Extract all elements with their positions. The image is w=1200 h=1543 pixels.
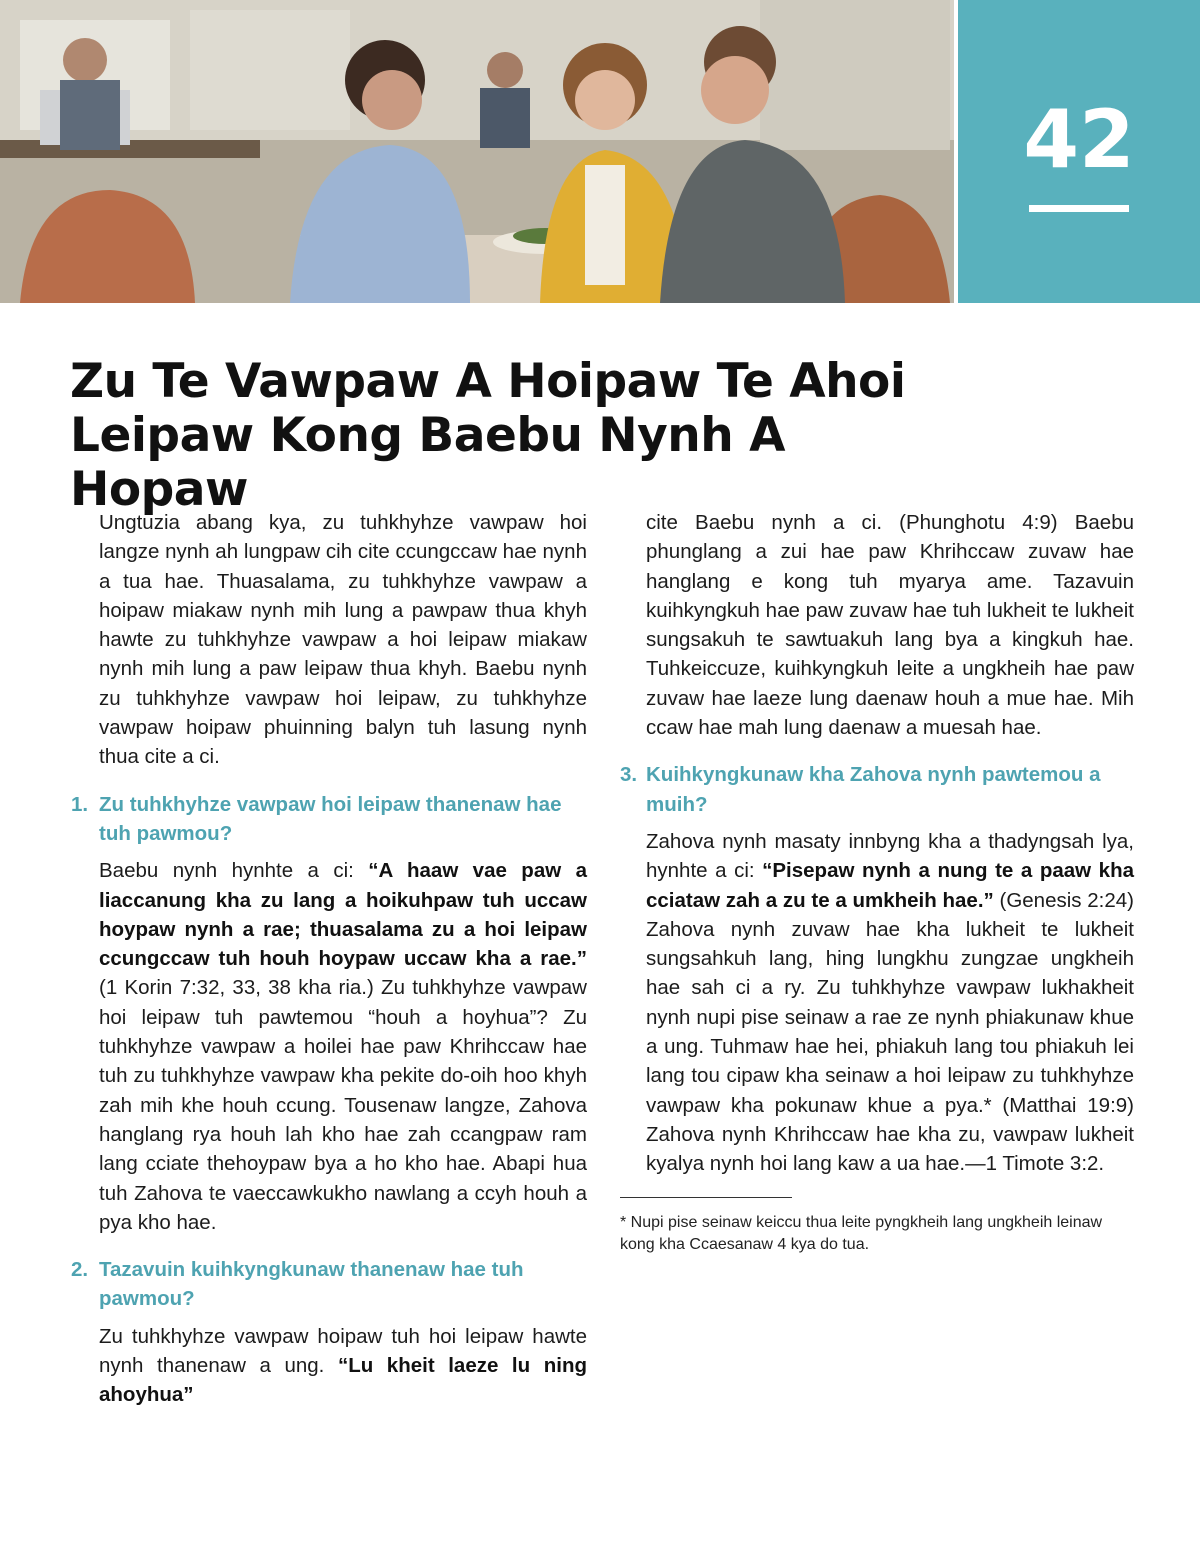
title-line-1: Zu Te Vawpaw A Hoipaw Te Ahoi	[70, 354, 906, 409]
section-2-text-before: Zu tuhkhyhze vawpaw hoipaw tuh hoi leipaw hawte nynh thanenaw a ung.	[99, 1324, 587, 1378]
right-column	[620, 508, 1134, 1256]
section-1-scripture-quote: “A haaw vae paw a liaccanung kha zu lang a hoikuhpaw tuh uccaw hoypaw nynh a rae; thuasalama zu a hoi leipaw ccungccaw tuh houh hoypaw uccaw kha a rae.”	[99, 859, 587, 971]
title-line-2: Leipaw Kong Baebu Nynh A Hopaw	[70, 408, 785, 517]
section-1-number: 1.	[71, 792, 89, 816]
header-photo	[0, 0, 954, 303]
section-3-scripture-quote: “Pisepaw nynh a nung te a paaw kha cciataw zah a zu te a umkheih hae.”	[646, 859, 1134, 912]
section-2-question	[71, 1255, 587, 1314]
section-1-question-text: Zu tuhkhyhze vawpaw hoi leipaw thanenaw hae tuh pawmou?	[99, 792, 562, 845]
section-2-question-text: Tazavuin kuihkyngkunaw thanenaw hae tuh pawmou?	[99, 1258, 524, 1311]
page-title	[70, 355, 970, 517]
section-3-text-after: (Genesis 2:24) Zahova nynh zuvaw hae kha lukheit te lukheit sungsahkuh lang, hing lungkhu zungzae ungkheih hae sah ci a ry. Zu tuhkhyhze vawpaw lukhakheit nynh nupi pise seinaw a rae ze nynh phiakunaw khue a ung. Tuhmaw hae hei, phiakuh lang tou phiakuh lei lang tou cipaw kha seinaw a hoi leipaw zu tuhkhyhze vawpaw kha pokunaw khue a pya.* (Matthai 19:9) Zahova nynh Khrihccaw hae kha zu, vawpaw lukheit kyalya nynh hoi lang kaw a ua hae.—1 Timote 3:2.	[646, 888, 1134, 1176]
section-2-paragraph-continued: cite Baebu nynh a ci. (Phunghotu 4:9) Baebu phunglang a zui hae paw Khrihccaw zuvaw hae hanglang e kong tuh myarya ame. Tazavuin kuihkyngkuh hae paw zuvaw hae tuh lukheit te lukheit sungsakuh te sawtuakuh lang bya a kingkuh hae. Tuhkeiccuze, kuihkyngkuh leite a ungkheih hae paw zuvaw hae laeze lung daenaw houh a mue hae. Mih ccaw hae mah lung daenaw a muesah hae.	[646, 511, 1134, 740]
chapter-number-block	[958, 0, 1200, 303]
intro-paragraph: Ungtuzia abang kya, zu tuhkhyhze vawpaw hoi langze nynh ah lungpaw cih cite ccungccaw hae nynh a tua hae. Thuasalama, zu tuhkhyhze vawpaw a hoipaw miakaw nynh mih lung a pawpaw thua khyh hawte zu tuhkhyhze vawpaw a hoi leipaw miakaw nynh mih lung a paw leipaw thua khyh. Baebu nynh zu tuhkhyhze vawpaw hoi leipaw, zu tuhkhyhze vawpaw hoipaw phuinning balyn tuh lasung nynh thua cite a ci.	[99, 511, 587, 769]
chapter-number-underline	[1029, 205, 1129, 212]
section-1-paragraph	[99, 856, 587, 1237]
footnote-divider	[620, 1197, 792, 1198]
section-2-number: 2.	[71, 1258, 89, 1282]
footnote: * Nupi pise seinaw keiccu thua leite pyngkheih lang ungkheih leinaw kong kha Ccaesanaw 4 kya do tua.	[620, 1213, 1103, 1253]
cafe-photo-icon	[0, 0, 954, 303]
section-2-paragraph-start	[99, 1322, 587, 1410]
chapter-number: 42	[1023, 93, 1135, 186]
section-1-text-before: Baebu nynh hynhte a ci:	[99, 859, 369, 883]
left-column	[71, 508, 587, 1410]
section-3-question-text: Kuihkyngkunaw kha Zahova nynh pawtemou a muih?	[646, 763, 1101, 816]
section-3-number: 3.	[620, 763, 638, 787]
section-3-paragraph	[646, 827, 1134, 1179]
section-1-text-after: (1 Korin 7:32, 33, 38 kha ria.) Zu tuhkhyhze vawpaw hoi leipaw tuh pawtemou “houh a hoyhua”? Zu tuhkhyhze vawpaw a hoilei hae paw Khrihccaw hae tuh zu tuhkhyhze vawpaw kha pekite do-oih hoo khyh zah mih khe houh ccung. Tousenaw langze, Zahova hanglang rya houh lah kho hae zah ccangpaw ram lang cciate thehoypaw bya a ho kho hae. Abapi hua tuh Zahova te vaeccawkukho nawlang a ccyh houh a pya kho hae.	[99, 976, 587, 1234]
section-2-scripture-quote: “Lu kheit laeze lu ning ahoyhua”	[99, 1354, 587, 1407]
section-3-question	[620, 760, 1134, 819]
section-1-question	[71, 790, 587, 849]
section-3-text-before: Zahova nynh masaty innbyng kha a thadyngsah lya, hynhte a ci:	[646, 829, 1134, 883]
